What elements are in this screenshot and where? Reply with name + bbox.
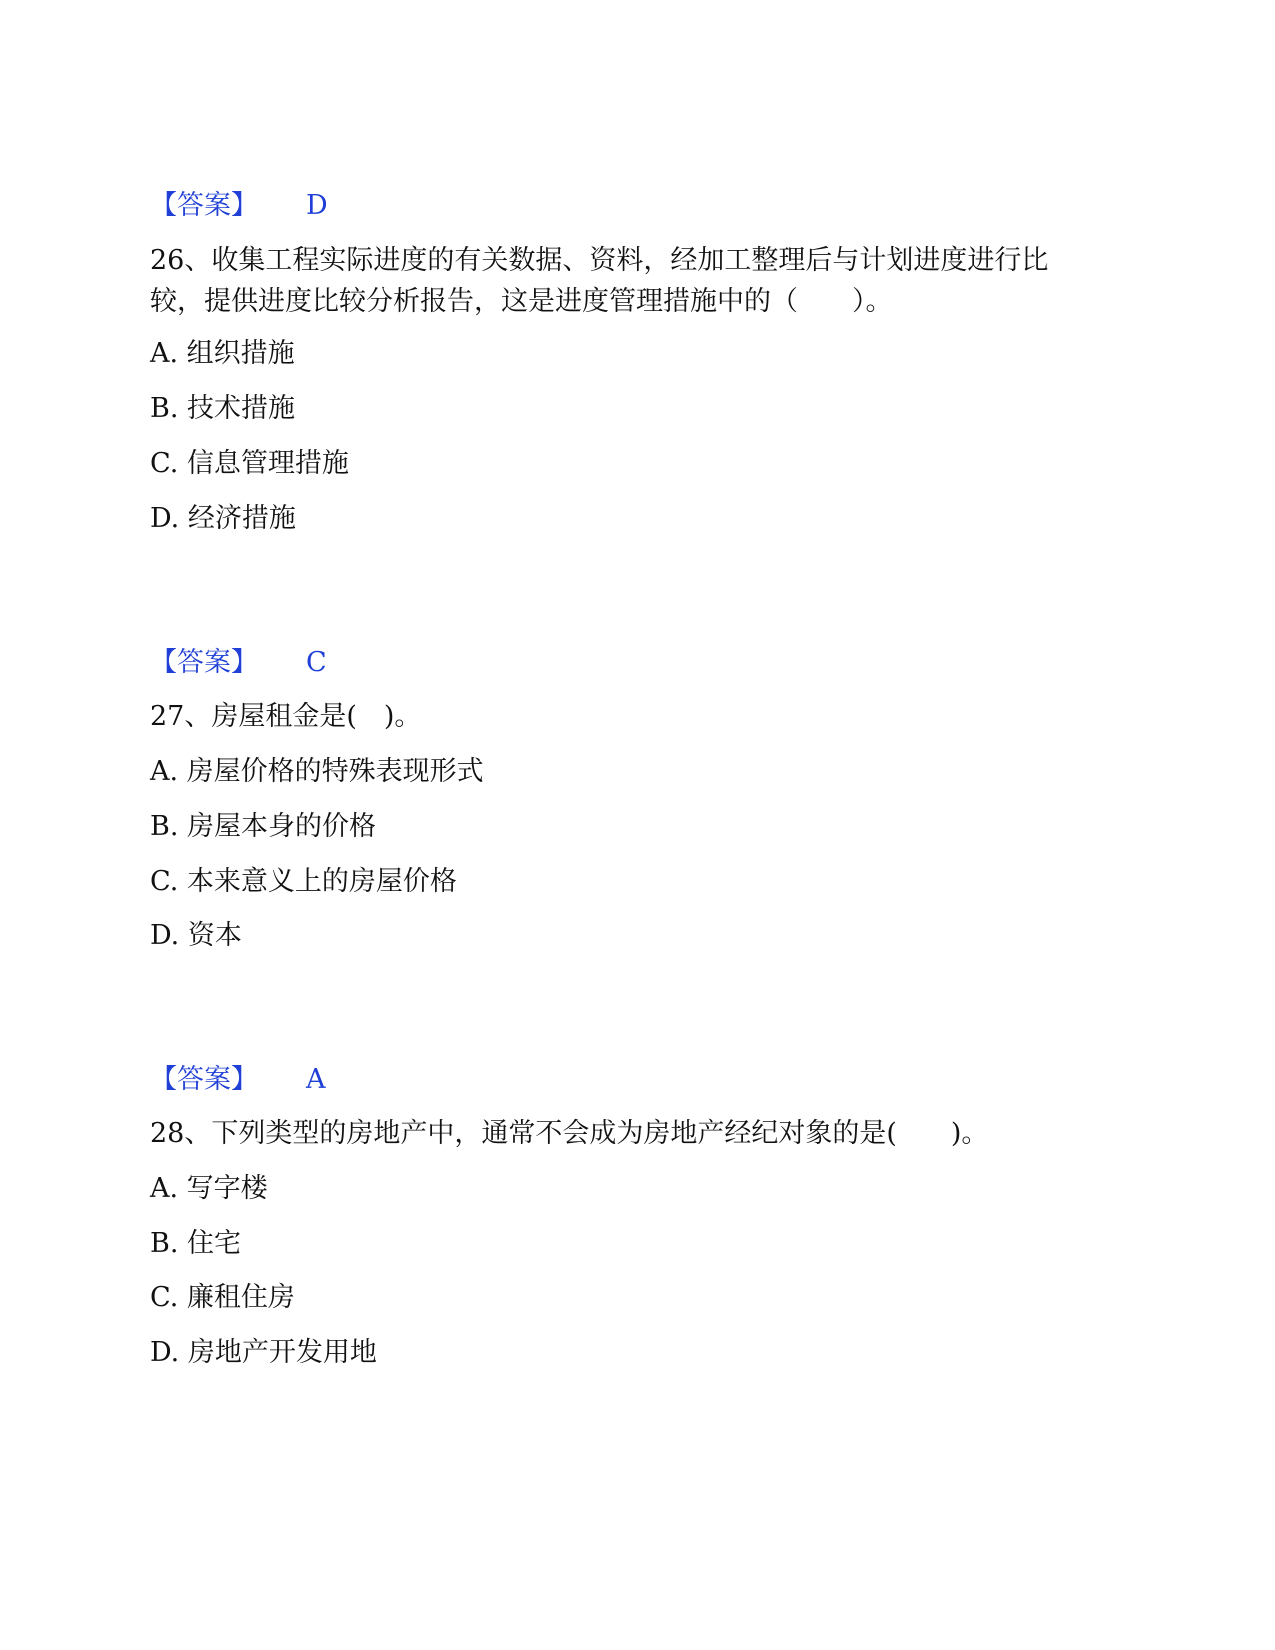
answer-tag: 【答案】 <box>150 1064 258 1095</box>
option-a: A. 房屋价格的特殊表现形式 <box>150 756 484 787</box>
option-d: D. 房地产开发用地 <box>150 1337 377 1368</box>
answer-value: D <box>306 190 328 221</box>
question-text-continued: 较，提供进度比较分析报告，这是进度管理措施中的（ ）。 <box>150 286 893 317</box>
option-b: B. 技术措施 <box>150 393 296 424</box>
option-d: D. 经济措施 <box>150 503 296 534</box>
option-a: A. 写字楼 <box>150 1173 268 1204</box>
answer-value: C <box>306 647 327 678</box>
answer-value: A <box>306 1064 326 1095</box>
answer-line <box>150 188 328 224</box>
answer-tag: 【答案】 <box>150 190 258 221</box>
answer-line <box>150 1062 326 1098</box>
option-d: D. 资本 <box>150 920 242 951</box>
option-c: C. 信息管理措施 <box>150 448 349 479</box>
question-text: 27、房屋租金是( )。 <box>150 701 422 732</box>
option-c: C. 廉租住房 <box>150 1282 295 1313</box>
question-text: 28、下列类型的房地产中，通常不会成为房地产经纪对象的是( )。 <box>150 1118 989 1149</box>
option-b: B. 住宅 <box>150 1228 242 1259</box>
answer-line <box>150 645 327 681</box>
option-a: A. 组织措施 <box>150 338 295 369</box>
option-c: C. 本来意义上的房屋价格 <box>150 866 457 897</box>
answer-tag: 【答案】 <box>150 647 258 678</box>
option-b: B. 房屋本身的价格 <box>150 811 377 842</box>
question-text: 26、收集工程实际进度的有关数据、资料，经加工整理后与计划进度进行比 <box>150 245 1049 276</box>
